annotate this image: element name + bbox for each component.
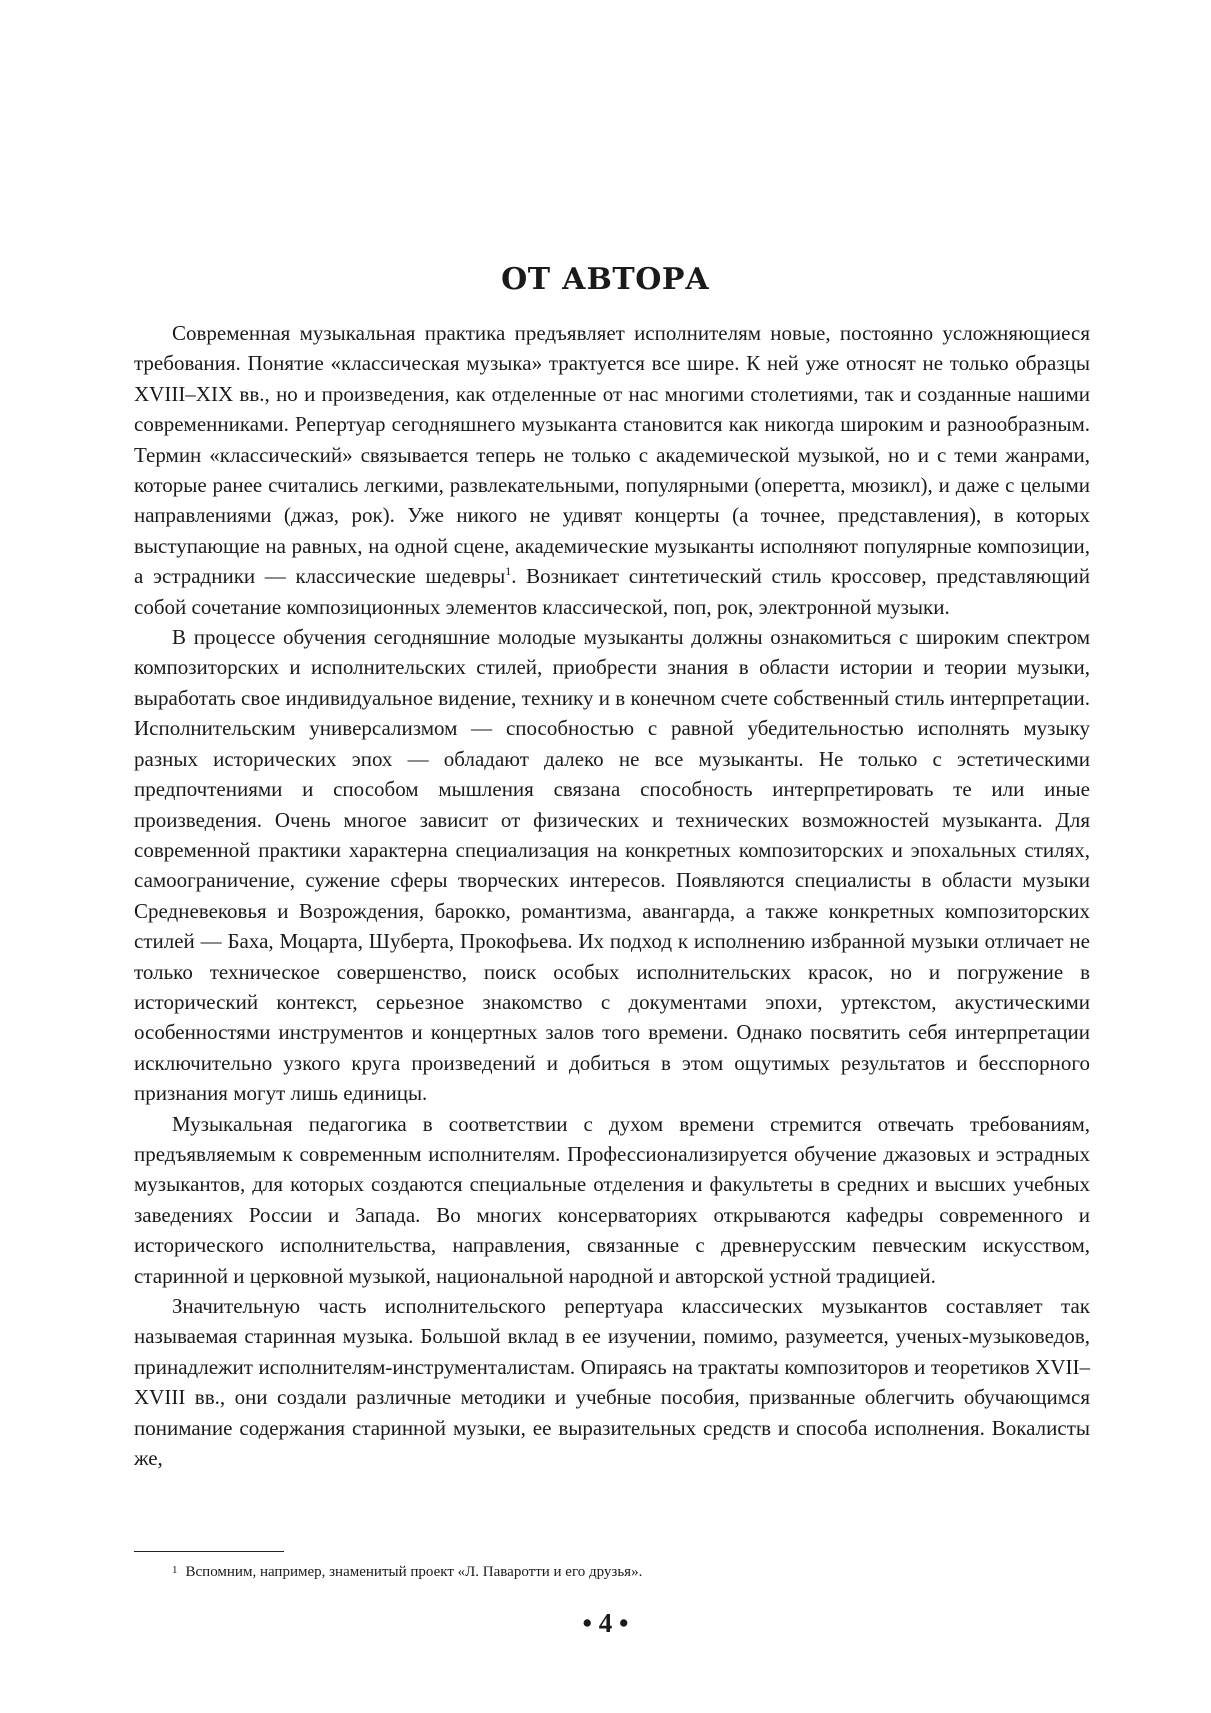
paragraph-text: . Возникает синтетический стиль кроссовер, представляющий собой сочетание композиционных элементов классической, поп, рок, электронной музыки. (134, 564, 1090, 619)
paragraph (134, 318, 1090, 622)
footnote-text: Вспомним, например, знаменитый проект «Л. Паваротти и его друзья». (185, 1564, 643, 1580)
paragraph-text: Современная музыкальная практика предъявляет исполнителям новые, постоянно усложняющиеся требования. Понятие «классическая музыка» трактуется все шире. К ней уже относят не только образцы XVIII–XIX вв., но и произведения, как отделенные от нас многими столетиями, так и созданные нашими современниками. Репертуар сегодняшнего музыканта становится как никогда широким и разнообразным. Термин «классический» связывается теперь не только с академической музыкой, но и с теми жанрами, которые ранее считались легкими, развлекательными, популярными (оперетта, мюзикл), и даже с целыми направлениями (джаз, рок). Уже никого не удивят концерты (а точнее, представления), в которых выступающие на равных, на одной сцене, академические музыканты исполняют популярные композиции, а эстрадники — классические шедевры (134, 321, 1090, 589)
footnote-divider (134, 1551, 284, 1552)
body-text (134, 318, 1090, 1473)
page-number: • 4 • (582, 1608, 629, 1638)
footnote-number: 1 (172, 1564, 178, 1576)
footnote (134, 1562, 1090, 1582)
paragraph: В процессе обучения сегодняшние молодые музыканты должны ознакомиться с широким спектром композиторских и исполнительских стилей, приобрести знания в области истории и теории музыки, выработать свое индивидуальное видение, технику и в конечном счете собственный стиль интерпретации. Исполнительским универсализмом — способностью с равной убедительностью исполнять музыку разных исторических эпох — обладают далеко не все музыканты. Не только с эстетическими предпочтениями и способом мышления связана способность интерпретировать те или иные произведения. Очень многое зависит от физических и технических возможностей музыканта. Для современной практики характерна специализация на конкретных композиторских и эпохальных стилях, самоограничение, сужение сферы творческих интересов. Появляются специалисты в области музыки Средневековья и Возрождения, барокко, романтизма, авангарда, а также конкретных композиторских стилей — Баха, Моцарта, Шуберта, Прокофьева. Их подход к исполнению избранной музыки отличает не только техническое совершенство, поиск особых исполнительских красок, но и погружение в исторический контекст, серьезное знакомство с документами эпохи, уртекстом, акустическими особенностями инструментов и концертных залов того времени. Однако посвятить себя интерпретации исключительно узкого круга произведений и добиться в этом ощутимых результатов и бесспорного признания могут лишь единицы. (134, 625, 1090, 1106)
footnote-reference: 1 (505, 564, 512, 579)
paragraph: Значительную часть исполнительского репертуара классических музыкантов составляет так называемая старинная музыка. Большой вклад в ее изучении, помимо, разумеется, ученых-музыковедов, принадлежит исполнителям-инструменталистам. Опираясь на трактаты композиторов и теоретиков XVII–XVIII вв., они создали различные методики и учебные пособия, призванные облегчить обучающимся понимание содержания старинной музыки, ее выразительных средств и способа исполнения. Вокалисты же, (134, 1294, 1090, 1471)
page-title: ОТ АВТОРА (501, 262, 710, 297)
paragraph: Музыкальная педагогика в соответствии с духом времени стремится отвечать требованиям, предъявляемым к современным исполнителям. Профессионализируется обучение джазовых и эстрадных музыкантов, для которых создаются специальные отделения и факультеты в средних и высших учебных заведениях России и Запада. Во многих консерваториях открываются кафедры современного и исторического исполнительства, направления, связанные с древнерусским певческим искусством, старинной и церковной музыкой, национальной народной и авторской устной традицией. (134, 1111, 1090, 1288)
